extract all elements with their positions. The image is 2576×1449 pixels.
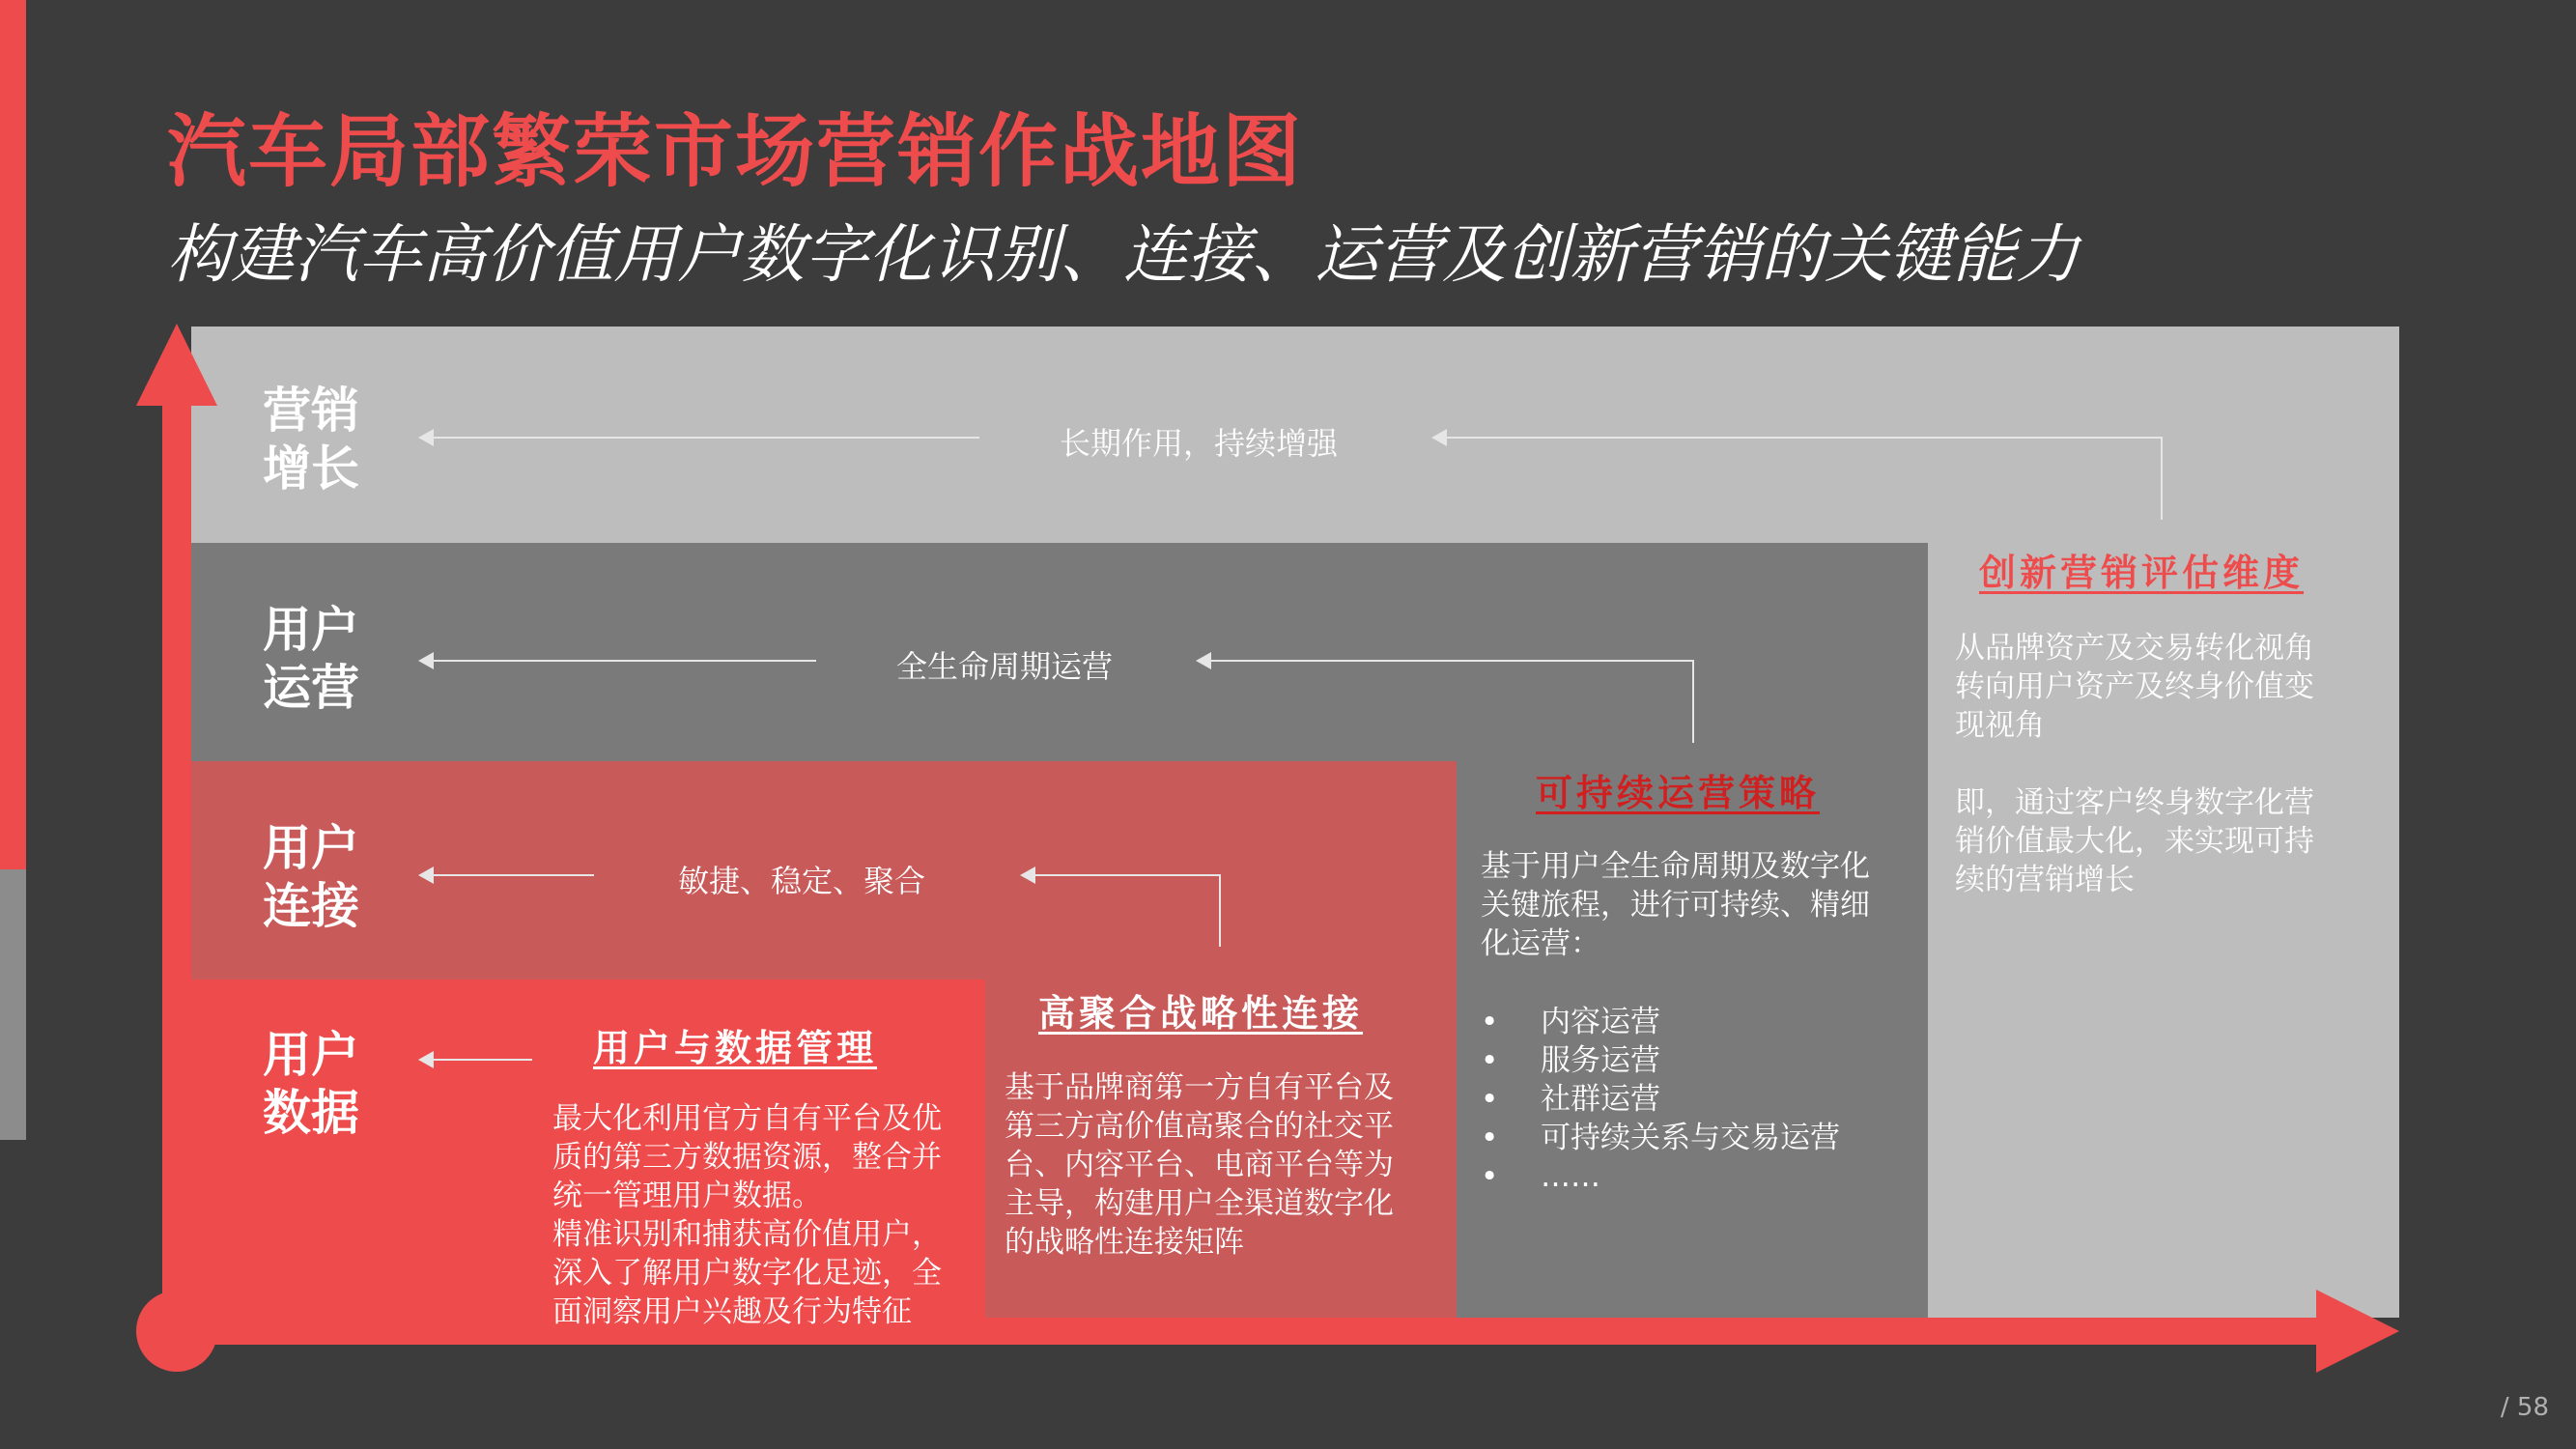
page-number: / 58 (2500, 1393, 2549, 1422)
text-line: 主导，构建用户全渠道数字化 (1005, 1186, 1394, 1221)
list-item: • 内容运营 (1481, 1003, 1925, 1041)
text-line: 的战略性连接矩阵 (1005, 1225, 1244, 1260)
section-body-operation (1481, 847, 1925, 963)
text-line: 面洞察用户兴趣及行为特征 (552, 1294, 912, 1329)
flow-connector (1692, 660, 1694, 743)
text-line: 续的营销增长 (1955, 863, 2135, 897)
text-line: 现视角 (1955, 708, 2045, 743)
axis-origin-dot (136, 1291, 217, 1372)
flow-line (432, 660, 816, 662)
section-body-innovation (1955, 629, 2380, 899)
text-line: 质的第三方数据资源，整合并 (552, 1140, 942, 1175)
row-label-user-data: 用户 数据 (263, 1027, 359, 1141)
text-line: 即，通过客户终身数字化营 (1955, 785, 2314, 820)
section-title-operation: 可持续运营策略 (1536, 772, 1821, 814)
text-line: 化运营： (1481, 926, 1600, 961)
text-spacer (1955, 745, 2380, 783)
text-line: 精准识别和捕获高价值用户， (552, 1217, 942, 1252)
list-item: • 服务运营 (1481, 1041, 1925, 1080)
section-title-innovation: 创新营销评估维度 (1979, 552, 2305, 594)
flow-line (432, 437, 979, 439)
page-subtitle: 构建汽车高价值用户数字化识别、连接、运营及创新营销的关键能力 (167, 217, 2080, 292)
flow-line (432, 1059, 532, 1061)
section-body-connection (1005, 1068, 1449, 1262)
flow-line (1445, 437, 2163, 439)
row-label-user-operation: 用户 运营 (263, 602, 359, 716)
text-line: 台、内容平台、电商平台等为 (1005, 1148, 1394, 1182)
text-line: 最大化利用官方自有平台及优 (552, 1101, 942, 1136)
row-label-user-connection: 用户 连接 (263, 820, 359, 934)
text-line: 销价值最大化，来实现可持 (1955, 824, 2314, 859)
text-line: 基于品牌商第一方自有平台及 (1005, 1070, 1394, 1105)
section-title-connection: 高聚合战略性连接 (1038, 992, 1364, 1035)
flow-label-connection: 敏捷、稳定、聚合 (678, 863, 926, 899)
text-line: 基于用户全生命周期及数字化 (1481, 849, 1870, 884)
flow-label-growth: 长期作用，持续增强 (1060, 425, 1339, 462)
flow-connector (1219, 874, 1221, 947)
flow-connector (2161, 437, 2163, 520)
flow-line (1209, 660, 1694, 662)
x-axis-arrowhead (2316, 1290, 2399, 1373)
list-item: • 可持续关系与交易运营 (1481, 1119, 1925, 1157)
text-line: 深入了解用户数字化足迹，全 (552, 1256, 942, 1291)
list-item: • …… (1481, 1157, 1925, 1196)
text-line: 转向用户资产及终身价值变 (1955, 669, 2314, 704)
text-line: 关键旅程，进行可持续、精细 (1481, 888, 1870, 923)
y-axis-arrowhead (136, 324, 217, 406)
y-axis-line (162, 396, 191, 1333)
text-line: 统一管理用户数据。 (552, 1179, 822, 1213)
text-line: 从品牌资产及交易转化视角 (1955, 631, 2314, 666)
section-title-data-management: 用户与数据管理 (593, 1027, 878, 1069)
page-title: 汽车局部繁荣市场营销作战地图 (167, 106, 1304, 198)
operation-bullet-list (1481, 1003, 1925, 1196)
x-axis-line (177, 1318, 2326, 1345)
section-body-data-management (552, 1099, 977, 1331)
flow-line (432, 874, 594, 876)
text-line: 第三方高价值高聚合的社交平 (1005, 1109, 1394, 1144)
row-label-marketing-growth: 营销 增长 (263, 383, 359, 497)
flow-line (1033, 874, 1221, 876)
flow-label-operation: 全生命周期运营 (896, 648, 1114, 685)
list-item: • 社群运营 (1481, 1080, 1925, 1119)
